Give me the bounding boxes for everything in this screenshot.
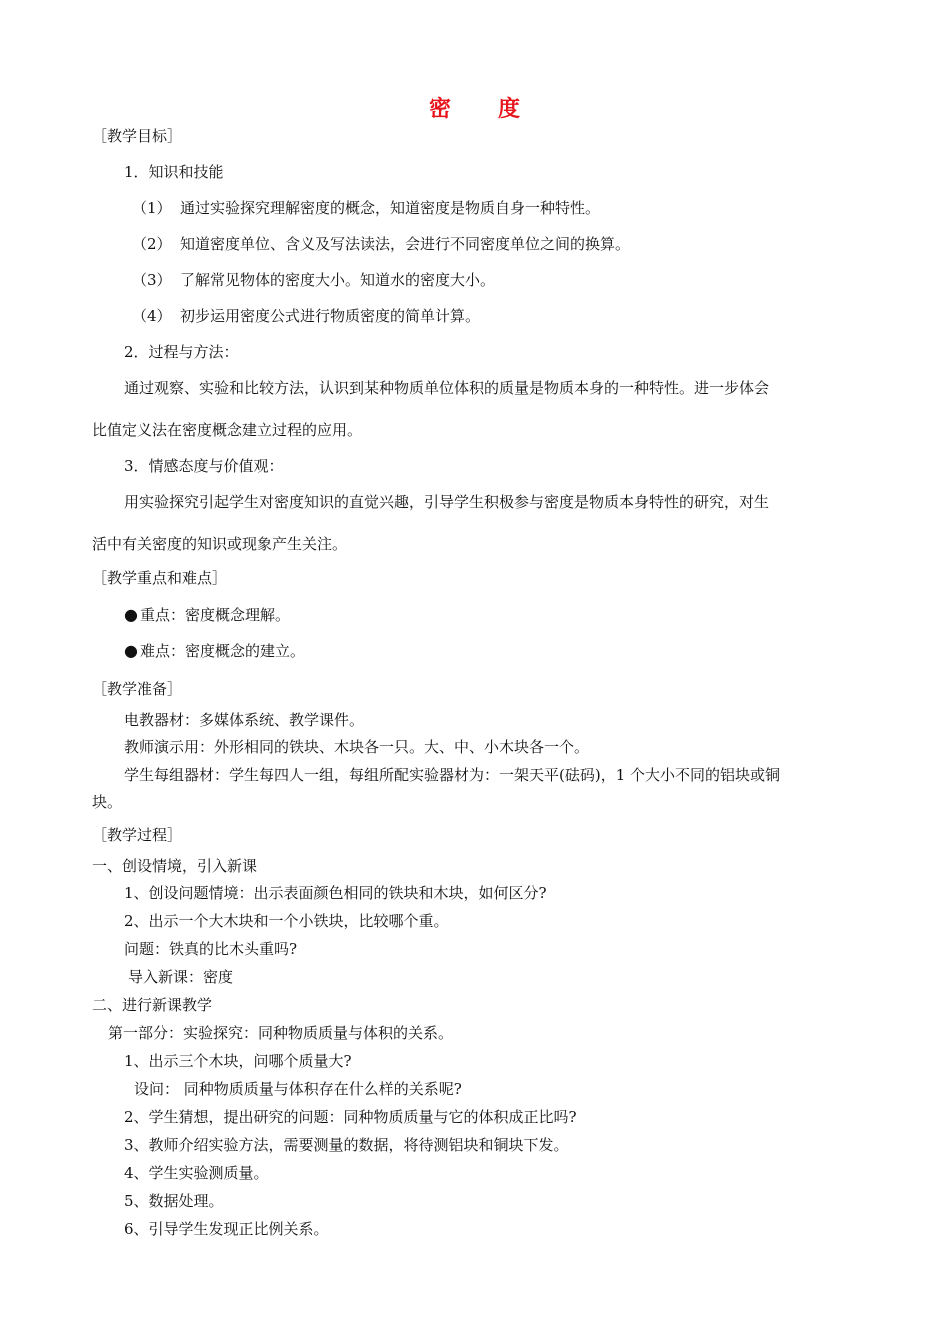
key-point-item [124, 607, 290, 623]
process-heading: ［教学过程］ [92, 826, 183, 844]
preparation-line: 块。 [92, 793, 123, 811]
knowledge-item-number: （1） [132, 199, 172, 217]
part2-item: 5、数据处理。 [124, 1192, 224, 1210]
key-point-text: 重点：密度概念理解。 [139, 606, 290, 624]
emotion-heading: 3．情感态度与价值观： [124, 457, 284, 475]
title-char-1: 密 [428, 97, 452, 122]
part2-item: 2、学生猜想，提出研究的问题：同种物质质量与它的体积成正比吗? [124, 1108, 577, 1126]
preparation-line: 学生每组器材：学生每四人一组，每组所配实验器材为：一架天平(砝码)，1 个大小不同的铝块或铜 [124, 766, 781, 784]
knowledge-item [132, 273, 495, 288]
bullet-icon: ● [124, 605, 138, 624]
bullet-icon: ● [124, 641, 138, 660]
emotion-text-line2: 活中有关密度的知识或现象产生关注。 [92, 535, 348, 553]
page-title [0, 99, 950, 121]
part2-subheading: 第一部分：实验探究：同种物质质量与体积的关系。 [108, 1024, 454, 1042]
knowledge-heading: 1．知识和技能 [124, 163, 224, 181]
knowledge-item-number: （3） [132, 271, 172, 289]
part1-item: 2、出示一个大木块和一个小铁块，比较哪个重。 [124, 912, 449, 930]
preparation-line: 电教器材：多媒体系统、教学课件。 [124, 711, 365, 729]
knowledge-item [132, 237, 630, 252]
part1-item: 1、创设问题情境：出示表面颜色相同的铁块和木块，如何区分? [124, 884, 547, 902]
process-method-text-line2: 比值定义法在密度概念建立过程的应用。 [92, 421, 363, 439]
knowledge-item-text: 通过实验探究理解密度的概念，知道密度是物质自身一种特性。 [180, 199, 601, 217]
knowledge-item [132, 201, 600, 216]
knowledge-item [132, 309, 480, 324]
part1-heading: 一、创设情境，引入新课 [92, 857, 258, 875]
knowledge-item-number: （2） [132, 235, 172, 253]
part2-item: 6、引导学生发现正比例关系。 [124, 1220, 329, 1238]
preparation-heading: ［教学准备］ [92, 680, 183, 698]
part2-item: 3、教师介绍实验方法，需要测量的数据，将待测铝块和铜块下发。 [124, 1136, 569, 1154]
key-point-item [124, 643, 305, 659]
part1-item: 导入新课：密度 [128, 968, 234, 986]
emotion-text-line1: 用实验探究引起学生对密度知识的直觉兴趣，引导学生积极参与密度是物质本身特性的研究，对生 [124, 493, 770, 511]
part2-item: 4、学生实验测质量。 [124, 1164, 269, 1182]
part2-heading: 二、进行新课教学 [92, 996, 213, 1014]
preparation-line: 教师演示用：外形相同的铁块、木块各一只。大、中、小木块各一个。 [124, 738, 590, 756]
process-method-heading: 2．过程与方法： [124, 343, 239, 361]
part2-item: 设问： 同种物质质量与体积存在什么样的关系呢? [134, 1080, 462, 1098]
part1-item: 问题：铁真的比木头重吗? [124, 940, 298, 958]
knowledge-item-number: （4） [132, 307, 172, 325]
key-points-heading: ［教学重点和难点］ [92, 569, 228, 587]
part2-item: 1、出示三个木块，问哪个质量大? [124, 1052, 352, 1070]
knowledge-item-text: 初步运用密度公式进行物质密度的简单计算。 [180, 307, 481, 325]
knowledge-item-text: 了解常见物体的密度大小。知道水的密度大小。 [180, 271, 496, 289]
knowledge-item-text: 知道密度单位、含义及写法读法，会进行不同密度单位之间的换算。 [180, 235, 631, 253]
objectives-heading: ［教学目标］ [92, 127, 183, 145]
title-char-2: 度 [498, 97, 522, 122]
process-method-text-line1: 通过观察、实验和比较方法，认识到某种物质单位体积的质量是物质本身的一种特性。进一步体会 [124, 379, 770, 397]
key-point-text: 难点：密度概念的建立。 [139, 642, 305, 660]
